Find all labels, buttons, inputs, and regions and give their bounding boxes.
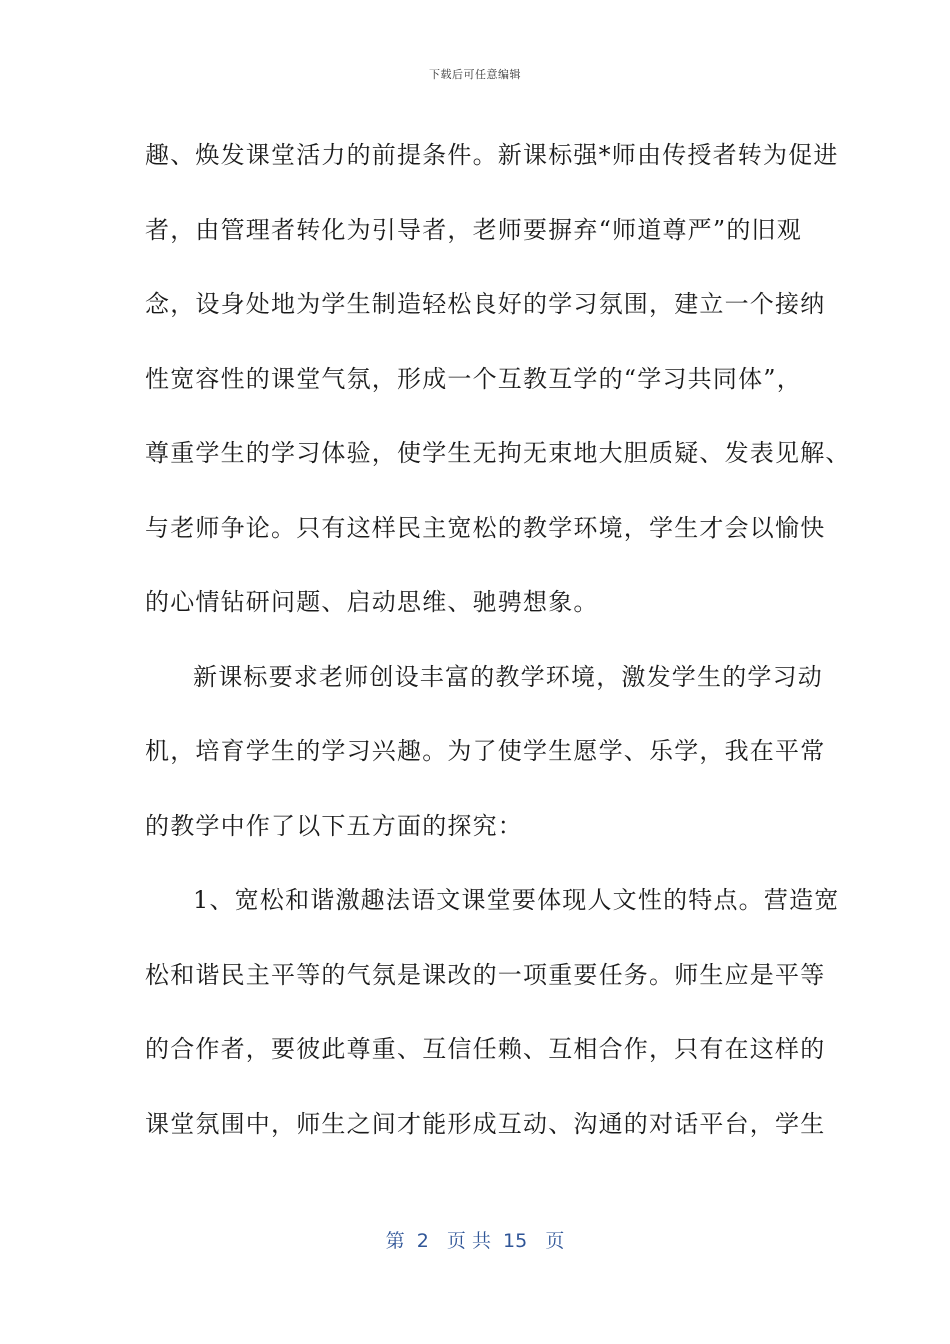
header-note: 下载后可任意编辑 bbox=[429, 68, 521, 81]
text-line: 者，由管理者转化为引导者，老师要摒弃“师道尊严”的旧观 bbox=[145, 215, 802, 244]
page-number-footer: 第 2 页 共 15 页 bbox=[385, 1230, 565, 1252]
text-line: 尊重学生的学习体验，使学生无拘无束地大胆质疑、发表见解、 bbox=[145, 439, 851, 467]
paragraph-first-line: 新课标要求老师创设丰富的教学环境，激发学生的学习动 bbox=[193, 662, 823, 691]
document-body bbox=[145, 118, 851, 1161]
text-line: 与老师争论。只有这样民主宽松的教学环境，学生才会以愉快 bbox=[145, 513, 826, 542]
text-line: 的合作者，要彼此尊重、互信任赖、互相合作，只有在这样的 bbox=[145, 1035, 826, 1063]
text-line: 性宽容性的课堂气氛，形成一个互教互学的“学习共同体”， bbox=[145, 364, 802, 393]
text-line: 机，培育学生的学习兴趣。为了使学生愿学、乐学，我在平常 bbox=[145, 737, 826, 765]
text-line: 的教学中作了以下五方面的探究： bbox=[145, 811, 523, 840]
text-line: 的心情钻研问题、启动思维、驰骋想象。 bbox=[145, 588, 599, 616]
text-line: 趣、焕发课堂活力的前提条件。新课标强*师由传授者转为促进 bbox=[145, 141, 839, 169]
text-line: 念，设身处地为学生制造轻松良好的学习氛围，建立一个接纳 bbox=[145, 290, 826, 318]
paragraph-first-line: 1、宽松和谐激趣法语文课堂要体现人文性的特点。营造宽 bbox=[193, 886, 840, 914]
text-line: 松和谐民主平等的气氛是课改的一项重要任务。师生应是平等 bbox=[145, 960, 826, 989]
text-line: 课堂氛围中，师生之间才能形成互动、沟通的对话平台，学生 bbox=[145, 1109, 826, 1138]
